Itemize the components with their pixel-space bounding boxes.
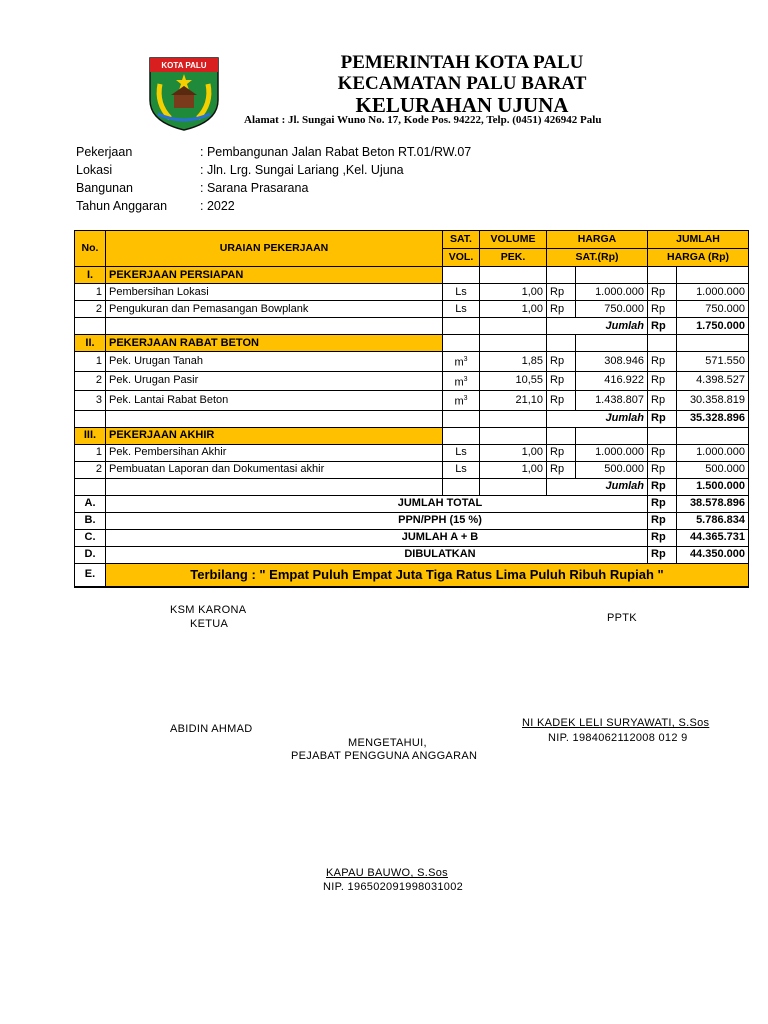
subtotal-label: Jumlah (547, 318, 648, 335)
total-value: 44.365.731 (677, 529, 749, 546)
header-harga-rp: HARGA (Rp) (648, 249, 749, 267)
item-price: 1.438.807 (576, 391, 648, 411)
item-total: 571.550 (677, 352, 749, 372)
unit-text: m (454, 356, 464, 369)
currency: Rp (547, 391, 576, 411)
item-total: 750.000 (677, 301, 749, 318)
section-row (75, 267, 749, 284)
section-title: PEKERJAAN PERSIAPAN (106, 267, 443, 284)
total-row (75, 529, 749, 546)
item-no: 1 (75, 352, 106, 372)
header-vol: VOL. (443, 249, 480, 267)
table-row (75, 391, 749, 411)
info-label: Bangunan (76, 181, 134, 195)
item-unit: Ls (443, 444, 480, 461)
subtotal-row (75, 478, 749, 495)
project-info (76, 145, 471, 217)
item-name: Pek. Urugan Tanah (106, 352, 443, 372)
item-total: 4.398.527 (677, 371, 749, 391)
mid-name: KAPAU BAUWO, S.Sos (326, 867, 448, 879)
currency: Rp (648, 391, 677, 411)
info-row (76, 163, 471, 181)
right-name: NI KADEK LELI SURYAWATI, S.Sos (522, 717, 710, 729)
currency: Rp (648, 352, 677, 372)
unit-sup: 3 (463, 395, 468, 403)
total-label: PPN/PPH (15 %) (106, 512, 648, 529)
header-line3: KELURAHAN UJUNA (355, 93, 569, 117)
currency: Rp (547, 352, 576, 372)
subtotal-value: 35.328.896 (677, 410, 749, 427)
table-row (75, 284, 749, 301)
total-label: JUMLAH TOTAL (106, 495, 648, 512)
header-no: No. (75, 231, 106, 267)
item-no: 1 (75, 444, 106, 461)
subtotal-value: 1.500.000 (677, 478, 749, 495)
currency: Rp (648, 410, 677, 427)
total-no: B. (75, 512, 106, 529)
currency: Rp (648, 495, 677, 512)
currency: Rp (648, 546, 677, 563)
currency: Rp (648, 284, 677, 301)
info-value: : 2022 (200, 199, 235, 213)
subtotal-label: Jumlah (547, 410, 648, 427)
left-name: ABIDIN AHMAD (170, 723, 253, 735)
mid-nip: NIP. 196502091998031002 (323, 881, 464, 893)
section-row (75, 335, 749, 352)
unit-text: m (454, 376, 464, 389)
table-row (75, 461, 749, 478)
item-name: Pembersihan Lokasi (106, 284, 443, 301)
mid-line2: PEJABAT PENGGUNA ANGGARAN (291, 750, 478, 762)
info-label: Pekerjaan (76, 145, 133, 159)
item-unit: Ls (443, 301, 480, 318)
currency: Rp (547, 444, 576, 461)
table-row (75, 352, 749, 372)
item-no: 3 (75, 391, 106, 411)
terbilang-no: E. (75, 563, 106, 587)
total-row (75, 546, 749, 563)
item-name: Pek. Urugan Pasir (106, 371, 443, 391)
header-sat-rp: SAT.(Rp) (547, 249, 648, 267)
total-no: A. (75, 495, 106, 512)
item-total: 30.358.819 (677, 391, 749, 411)
currency: Rp (547, 301, 576, 318)
item-unit (443, 352, 480, 372)
total-row (75, 495, 749, 512)
item-vol: 1,00 (480, 284, 547, 301)
mid-line1: MENGETAHUI, (348, 737, 427, 749)
total-no: C. (75, 529, 106, 546)
total-label: DIBULATKAN (106, 546, 648, 563)
item-unit: Ls (443, 284, 480, 301)
table-row (75, 371, 749, 391)
info-label: Lokasi (76, 163, 113, 177)
item-price: 750.000 (576, 301, 648, 318)
currency: Rp (648, 318, 677, 335)
item-name: Pek. Pembersihan Akhir (106, 444, 443, 461)
header-harga: HARGA (547, 231, 648, 249)
item-vol: 21,10 (480, 391, 547, 411)
logo-text: KOTA PALU (161, 61, 207, 70)
item-no: 2 (75, 301, 106, 318)
currency: Rp (648, 478, 677, 495)
item-name: Pengukuran dan Pemasangan Bowplank (106, 301, 443, 318)
currency: Rp (648, 529, 677, 546)
item-price: 308.946 (576, 352, 648, 372)
total-no: D. (75, 546, 106, 563)
section-title: PEKERJAAN AKHIR (106, 427, 443, 444)
item-total: 1.000.000 (677, 284, 749, 301)
item-total: 500.000 (677, 461, 749, 478)
info-value: : Pembangunan Jalan Rabat Beton RT.01/RW.07 (200, 145, 472, 159)
total-value: 38.578.896 (677, 495, 749, 512)
total-row (75, 512, 749, 529)
currency: Rp (648, 512, 677, 529)
unit-sup: 3 (463, 356, 468, 363)
item-vol: 1,85 (480, 352, 547, 372)
header-line1: PEMERINTAH KOTA PALU (340, 52, 584, 73)
section-no: I. (75, 267, 106, 284)
item-unit: Ls (443, 461, 480, 478)
header-line2: KECAMATAN PALU BARAT (337, 73, 587, 94)
kota-palu-emblem (146, 54, 222, 132)
left-role: KETUA (190, 618, 229, 630)
info-label: Tahun Anggaran (76, 199, 168, 213)
header-address: Alamat : Jl. Sungai Wuno No. 17, Kode Pos. 94222, Telp. (0451) 426942 Palu (244, 114, 602, 126)
section-no: III. (75, 427, 106, 444)
header-sat: SAT. (443, 231, 480, 249)
item-vol: 1,00 (480, 461, 547, 478)
item-no: 2 (75, 371, 106, 391)
subtotal-row (75, 318, 749, 335)
header-pek: PEK. (480, 249, 547, 267)
info-row (76, 181, 471, 199)
item-total: 1.000.000 (677, 444, 749, 461)
right-nip: NIP. 1984062112008 012 9 (548, 732, 688, 744)
info-value: : Jln. Lrg. Sungai Lariang ,Kel. Ujuna (200, 163, 404, 177)
terbilang-text: Terbilang : " Empat Puluh Empat Juta Tiga Ratus Lima Puluh Ribuh Rupiah " (106, 563, 749, 587)
item-price: 1.000.000 (576, 444, 648, 461)
item-no: 2 (75, 461, 106, 478)
currency: Rp (547, 371, 576, 391)
header-uraian: URAIAN PEKERJAAN (106, 231, 443, 267)
item-price: 1.000.000 (576, 284, 648, 301)
total-value: 44.350.000 (677, 546, 749, 563)
table-header-row (75, 231, 749, 249)
table-row (75, 301, 749, 318)
info-row (76, 145, 471, 163)
item-price: 416.922 (576, 371, 648, 391)
item-vol: 10,55 (480, 371, 547, 391)
table-row (75, 444, 749, 461)
item-vol: 1,00 (480, 444, 547, 461)
info-value: : Sarana Prasarana (200, 181, 309, 195)
unit-text: m (454, 395, 464, 408)
right-role: PPTK (607, 612, 637, 624)
cost-table (74, 230, 749, 588)
section-title: PEKERJAAN RABAT BETON (106, 335, 443, 352)
currency: Rp (648, 371, 677, 391)
item-no: 1 (75, 284, 106, 301)
header-jumlah: JUMLAH (648, 231, 749, 249)
subtotal-value: 1.750.000 (677, 318, 749, 335)
section-row (75, 427, 749, 444)
section-no: II. (75, 335, 106, 352)
subtotal-label: Jumlah (547, 478, 648, 495)
info-row (76, 199, 471, 217)
item-unit (443, 391, 480, 411)
item-name: Pek. Lantai Rabat Beton (106, 391, 443, 411)
total-label: JUMLAH A + B (106, 529, 648, 546)
item-price: 500.000 (576, 461, 648, 478)
currency: Rp (648, 301, 677, 318)
item-vol: 1,00 (480, 301, 547, 318)
currency: Rp (547, 461, 576, 478)
terbilang-row (75, 563, 749, 587)
item-unit (443, 371, 480, 391)
total-value: 5.786.834 (677, 512, 749, 529)
currency: Rp (648, 444, 677, 461)
subtotal-row (75, 410, 749, 427)
currency: Rp (547, 284, 576, 301)
left-org: KSM KARONA (170, 604, 247, 616)
item-name: Pembuatan Laporan dan Dokumentasi akhir (106, 461, 443, 478)
header-volume: VOLUME (480, 231, 547, 249)
unit-sup: 3 (463, 375, 468, 383)
currency: Rp (648, 461, 677, 478)
